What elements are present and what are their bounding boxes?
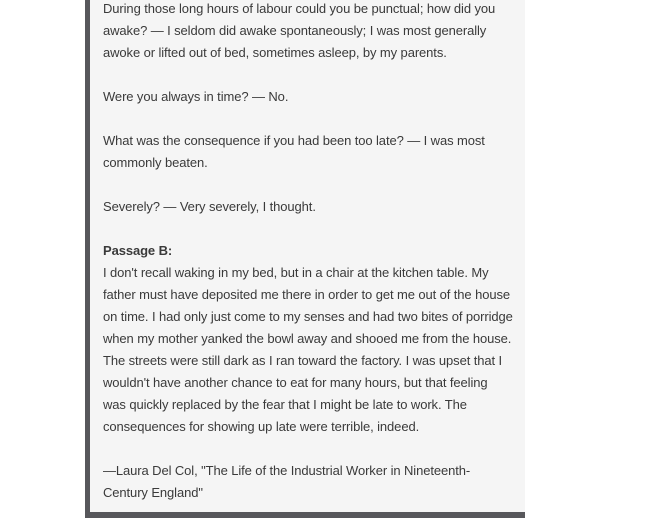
passage-text-block	[90, 0, 525, 504]
qa-paragraph-2: Were you always in time? — No.	[103, 89, 289, 104]
passage-citation: —Laura Del Col, "The Life of the Industrial Worker in Nineteenth-Century England"	[103, 463, 471, 500]
passage-b-label: Passage B:	[103, 243, 173, 258]
passage-card	[85, 0, 525, 518]
passage-b-paragraph: I don't recall waking in my bed, but in a chair at the kitchen table. My father must have deposited me there in order to get me out of the house on time. I had only just come to my senses and had two bites of porridge when my mother yanked the bowl away and shooed me from the house. The streets were still dark as I ran toward the factory. I was upset that I wouldn't have another chance to eat for many hours, but that feeling was quickly replaced by the fear that I might be late to work. The consequences for showing up late were terrible, indeed.	[103, 265, 513, 434]
qa-paragraph-4: Severely? — Very severely, I thought.	[103, 199, 316, 214]
qa-paragraph-1: During those long hours of labour could you be punctual; how did you awake? — I seldom did awake spontaneously; I was most generally awoke or lifted out of bed, sometimes asleep, by my parents.	[103, 1, 496, 60]
qa-paragraph-3: What was the consequence if you had been too late? — I was most commonly beaten.	[103, 133, 485, 170]
